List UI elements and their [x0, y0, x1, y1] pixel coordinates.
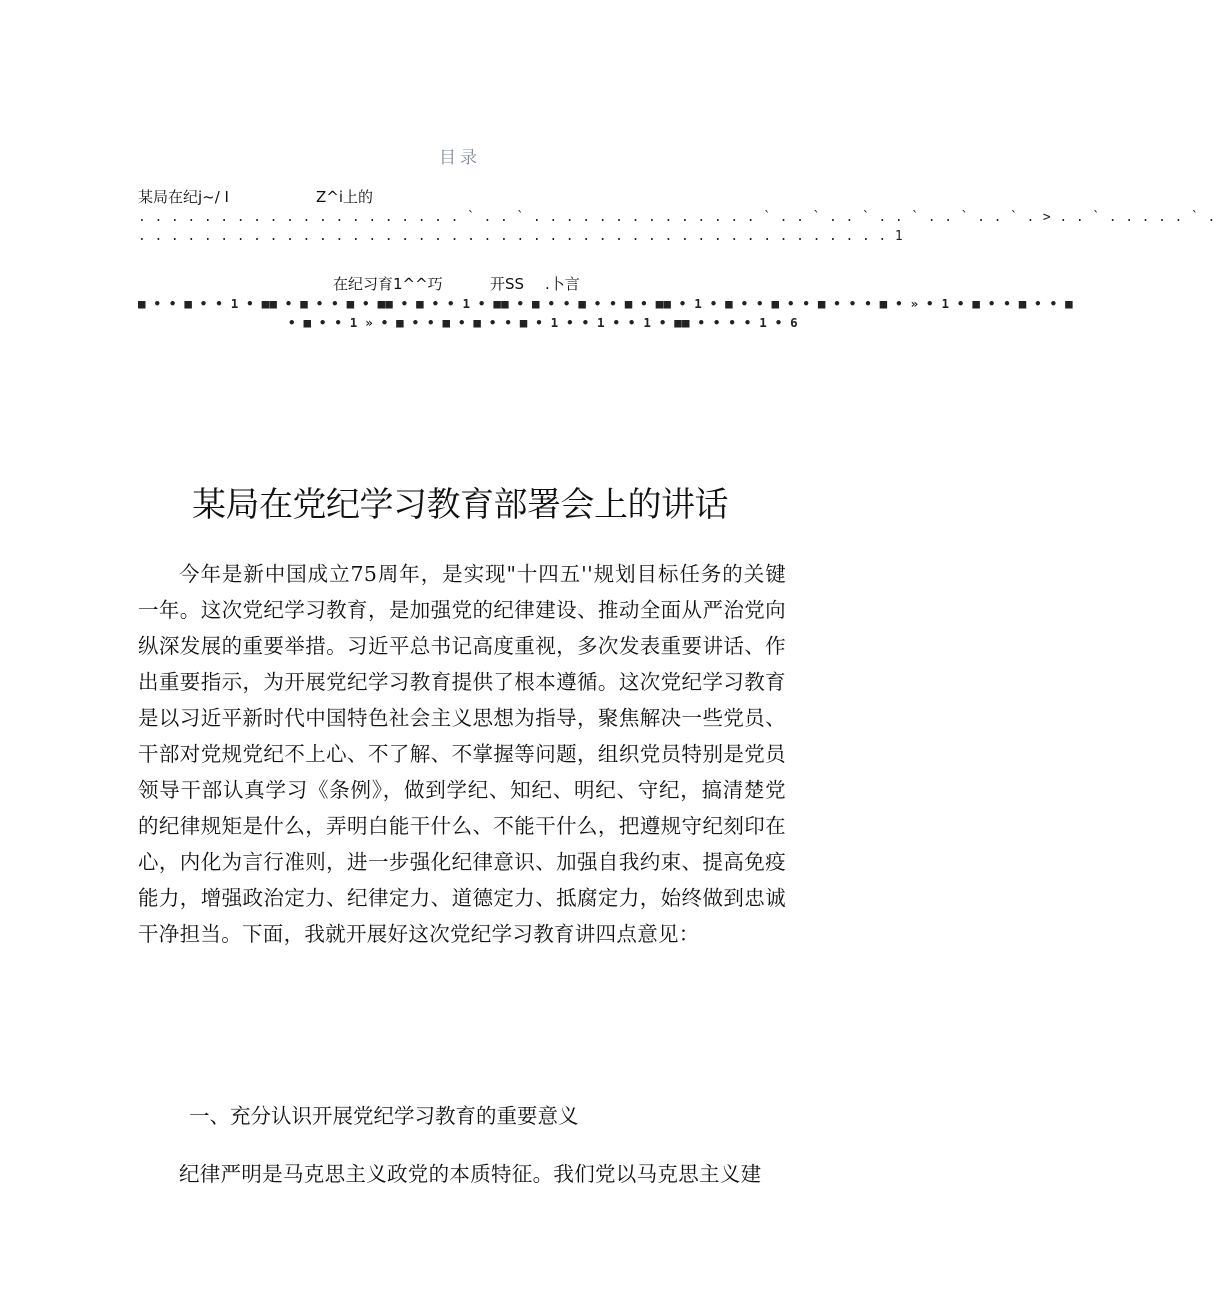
- toc-entry-2-leader-line1: ■ • • ■ • • 1 • ■■ • ■ • • ■ • ■■ • ■ • • 1 • ■■ • ■ • • ■ • • ■ • ■■ • 1 • ■ • • ■ • • ■ • • • ■ • » • 1 • ■ • • ■ • • ■: [138, 296, 1073, 311]
- toc-title: 目录: [439, 148, 481, 168]
- toc-entry-1-leader-line1: . . . . . . . . . . . . . . . . . . . . ` . . ` . . . . . . . . . . . . . . ` . . ` . . ` . . ` . . ` . . ` . > . . ` . . . . . ` .: [138, 210, 1216, 225]
- toc-entry-1-leader-line2: . . . . . . . . . . . . . . . . . . . . . . . . . . . . . . . . . . . . . . . . . . . . . . 1: [138, 229, 904, 244]
- toc-entry-2-title-part2[interactable]: 开SS: [490, 275, 525, 293]
- section-heading-1: 一、充分认识开展党纪学习教育的重要意义: [189, 1104, 579, 1128]
- toc-entry-2-title-part3[interactable]: .卜言: [545, 275, 580, 293]
- paragraph-2: [138, 1156, 786, 1192]
- paragraph-1-text: 今年是新中国成立75周年，是实现"十四五''规划目标任务的关键一年。这次党纪学习教育，是加强党的纪律建设、推动全面从严治党向纵深发展的重要举措。习近平总书记高度重视，多次发表重要讲话、作出重要指示，为开展党纪学习教育提供了根本遵循。这次党纪学习教育是以习近平新时代中国特色社会主义思想为指导，聚焦解决一些党员、干部对党规党纪不上心、不了解、不掌握等问题，组织党员特别是党员领导干部认真学习《条例》，做到学纪、知纪、明纪、守纪，搞清楚党的纪律规矩是什么，弄明白能干什么、不能干什么，把遵规守纪刻印在心，内化为言行准则，进一步强化纪律意识、加强自我约束、提高免疫能力，增强政治定力、纪律定力、道德定力、抵腐定力，始终做到忠诚干净担当。下面，我就开展好这次党纪学习教育讲四点意见：: [138, 562, 786, 946]
- toc-entry-2-leader-line2: • ■ • • 1 » • ■ • • ■ • ■ • • ■ • 1 • • 1 • • 1 • ■■ • • • • 1 • 6: [288, 315, 798, 330]
- toc-entry-2-title-part1[interactable]: 在纪习育1^^巧: [333, 275, 443, 293]
- document-title: 某局在党纪学习教育部署会上的讲话: [192, 485, 728, 525]
- toc-entry-1-title-part1[interactable]: 某局在纪j~/ I: [138, 188, 229, 206]
- paragraph-2-text: 纪律严明是马克思主义政党的本质特征。我们党以马克思主义建: [179, 1162, 762, 1186]
- paragraph-1: [138, 556, 786, 952]
- toc-entry-1-title-part2[interactable]: Z^i上的: [316, 188, 374, 206]
